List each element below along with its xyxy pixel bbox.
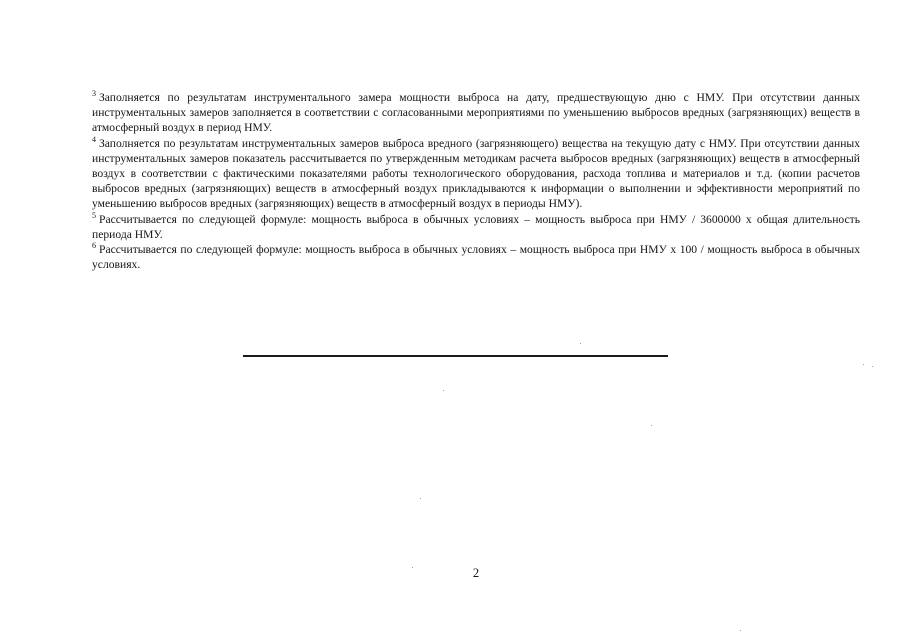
footnote-mark: 3: [92, 89, 96, 99]
scan-speck: [863, 364, 864, 365]
footnote-6: [92, 242, 860, 272]
footnote-3: [92, 90, 860, 136]
scan-speck: [412, 567, 413, 568]
footnote-mark: 6: [92, 241, 96, 251]
footnote-text: Заполняется по результатам инструментального замера мощности выброса на дату, предшествующую дню с НМУ. При отсутствии данных инструментальных замеров заполняется в соответствии с согласованными мероприятиями по уменьшению выбросов вредных (загрязняющих) веществ в атмосферный воздух в период НМУ.: [92, 91, 860, 135]
footnote-mark: 5: [92, 210, 96, 220]
footnotes-block: [92, 90, 860, 272]
scan-speck: [443, 390, 444, 391]
scan-speck: [651, 425, 652, 426]
separator-line: [243, 355, 668, 357]
footnote-4: [92, 136, 860, 212]
scan-speck: [740, 630, 741, 631]
scan-speck: [872, 366, 873, 367]
footnote-text: Рассчитывается по следующей формуле: мощность выброса в обычных условиях – мощность выброса при НМУ х 100 / мощность выброса в обычных условиях.: [92, 243, 860, 272]
page-number: 2: [472, 566, 480, 580]
footnote-text: Заполняется по результатам инструментальных замеров выброса вредного (загрязняющего) вещества на текущую дату с НМУ. При отсутствии данных инструментальных замеров показатель рассчитывается по утвержденным методикам расчета выбросов вредных (загрязняющих) веществ в атмосферный воздух в соответствии с фактическими показателями работы технологического оборудования, расхода топлива и материалов и т.д. (копии расчетов выбросов вредных (загрязняющих) веществ в атмосферный воздух прикладываются к информации о выполнении и эффективности мероприятий по уменьшению выбросов вредных (загрязняющих) веществ в атмосферный воздух в периоды НМУ).: [92, 136, 860, 211]
footnote-mark: 4: [92, 134, 96, 144]
footnote-text: Рассчитывается по следующей формуле: мощность выброса в обычных условиях – мощность выброса при НМУ / 3600000 х общая длительность периода НМУ.: [92, 212, 860, 241]
scan-speck: [580, 343, 581, 344]
scan-speck: [420, 498, 421, 499]
footnote-5: [92, 212, 860, 242]
